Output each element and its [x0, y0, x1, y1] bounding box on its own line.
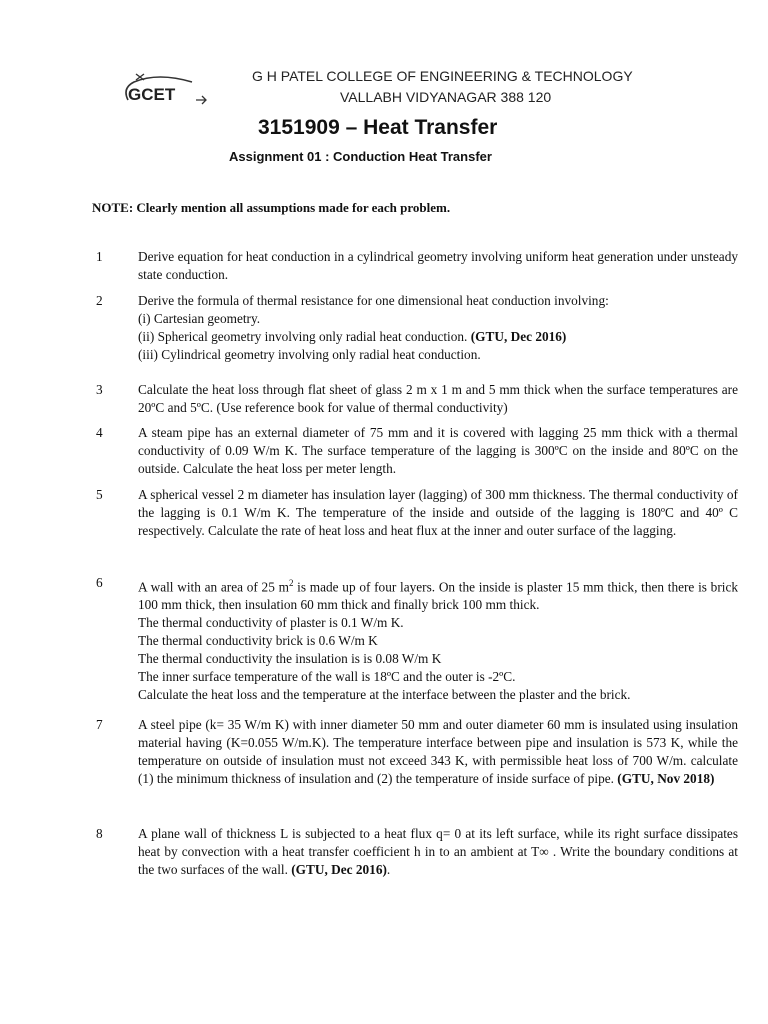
question-2	[96, 292, 738, 364]
question-text: Derive equation for heat conduction in a cylindrical geometry involving uniform heat generation under unsteady state conduction.	[138, 249, 738, 282]
question-line-5: The inner surface temperature of the wall is 18ºC and the outer is -2ºC.	[138, 669, 516, 685]
question-item-2	[138, 328, 738, 346]
superscript: 2	[288, 578, 294, 588]
question-1	[96, 248, 738, 284]
question-5	[96, 486, 738, 540]
question-number: 2	[96, 293, 103, 308]
question-reference: (GTU, Dec 2016)	[470, 329, 567, 344]
question-number: 7	[96, 717, 103, 732]
note: NOTE: Clearly mention all assumptions made for each problem.	[92, 200, 451, 215]
question-text: A steam pipe has an external diameter of 75 mm and it is covered with lagging 25 mm thick with a thermal conductivity of 0.09 W/m K. The surface temperature of the lagging is 300ºC on the inside and 80ºC on the outside. Calculate the heat loss per meter length.	[138, 425, 738, 476]
question-number: 4	[96, 425, 103, 440]
question-text: A spherical vessel 2 m diameter has insulation layer (lagging) of 300 mm thickness. The thermal conductivity of the lagging is 0.1 W/m K. The temperature of the inside and outside of the lagging is 180ºC and 40º C respectively. Calculate the rate of heat loss and heat flux at the inner and outer surface of the lagging.	[138, 487, 738, 538]
question-reference: (GTU, Dec 2016)	[291, 862, 387, 877]
logo-text: GCET	[128, 85, 176, 104]
question-number: 5	[96, 487, 103, 502]
question-number: 3	[96, 382, 103, 397]
college-place: VALLABH VIDYANAGAR 388 120	[340, 89, 552, 105]
question-line-3: The thermal conductivity brick is 0.6 W/m K	[138, 633, 378, 649]
question-text: A steel pipe (k= 35 W/m K) with inner diameter 50 mm and outer diameter 60 mm is insulated using insulation material having (K=0.055 W/m.K). The temperature interface between pipe and insulation is 573 K, while the temperature on outside of insulation must not exceed 343 K, with permissible heat loss of 700 W/m. calculate (1) the minimum thickness of insulation and (2) the temperature of inside surface of pipe. (GTU, Nov 2018)	[138, 717, 738, 786]
question-6	[96, 574, 738, 704]
gcet-logo	[118, 66, 210, 110]
question-item-1: (i) Cartesian geometry.	[138, 311, 261, 326]
question-4	[96, 424, 738, 478]
question-text: A plane wall of thickness L is subjected to a heat flux q= 0 at its left surface, while its right surface dissipates heat by convection with a heat transfer coefficient h in to an ambient at T∞ . Write the boundary conditions at the two surfaces of the wall. (GTU, Dec 2016).	[138, 826, 738, 877]
question-intro: Derive the formula of thermal resistance for one dimensional heat conduction involving:	[138, 293, 609, 308]
course-title: 3151909 – Heat Transfer	[258, 116, 498, 139]
assignment-title: Assignment 01 : Conduction Heat Transfer	[229, 149, 492, 164]
question-line-1: A wall with an area of 25 $m^2$ is made up of four layers. On the inside is plaster 15 mm thick, then there is brick 100 mm thick, then insulation 60 mm thick and finally brick 100 mm thick.	[138, 578, 738, 613]
question-3	[96, 381, 738, 417]
question-line-2: The thermal conductivity of plaster is 0.1 W/m K.	[138, 615, 404, 631]
college-heading	[252, 68, 672, 105]
question-8	[96, 825, 738, 879]
question-item-3: (iii) Cylindrical geometry involving only radial heat conduction.	[138, 347, 481, 362]
question-text: Calculate the heat loss through flat sheet of glass 2 m x 1 m and 5 mm thick when the surface temperatures are 20ºC and 5ºC. (Use reference book for value of thermal conductivity)	[138, 382, 738, 415]
question-line-4: The thermal conductivity the insulation is is 0.08 W/m K	[138, 651, 442, 667]
college-name: G H PATEL COLLEGE OF ENGINEERING & TECHNOLOGY	[252, 68, 633, 84]
question-reference: (GTU, Nov 2018)	[617, 771, 715, 786]
question-item-2-text: (ii) Spherical geometry involving only radial heat conduction.	[138, 329, 468, 344]
question-number: 1	[96, 249, 103, 264]
question-number: 6	[96, 575, 103, 590]
question-7	[96, 716, 738, 788]
question-line-6: Calculate the heat loss and the temperature at the interface between the plaster and the brick.	[138, 687, 631, 703]
question-number: 8	[96, 826, 103, 841]
